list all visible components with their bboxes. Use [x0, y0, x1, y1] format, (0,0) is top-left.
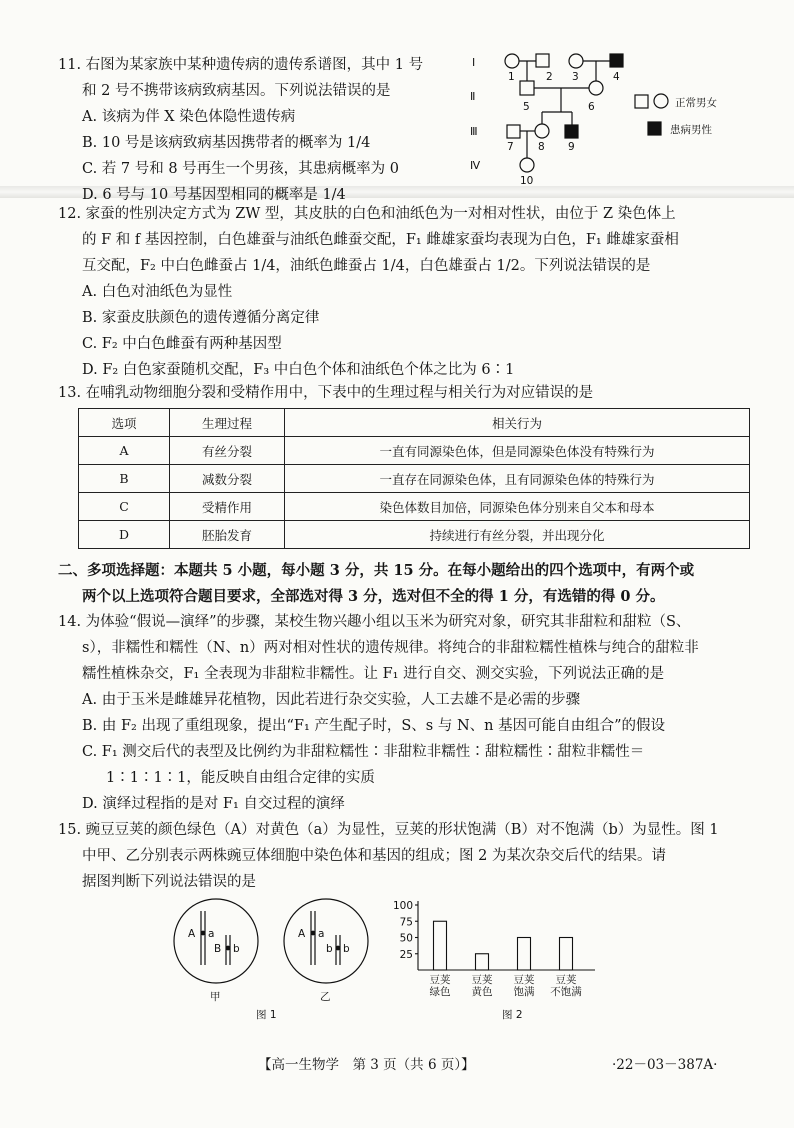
- generation-label: Ⅱ: [470, 90, 476, 103]
- q14-option-c: C. F₁ 测交后代的表型及比例约为非甜粒糯性∶非甜粒非糯性∶甜粒糯性∶甜粒非糯性＝: [82, 744, 645, 760]
- bar: [518, 938, 531, 971]
- pedigree-chart: [470, 48, 740, 193]
- table-cell: 有丝分裂: [170, 437, 285, 465]
- x-category-label: 豆荚: [513, 974, 535, 986]
- section-2-line: 二、多项选择题：本题共 5 小题，每小题 3 分，共 15 分。在每小题给出的四个选项中，有两个或: [58, 562, 695, 579]
- q11-option-a: A. 该病为伴 X 染色体隐性遗传病: [82, 109, 296, 125]
- gene-label: A: [188, 928, 196, 940]
- legend-male-normal-icon: [635, 95, 648, 108]
- generation-label: Ⅳ: [470, 159, 481, 172]
- table-cell: D: [79, 521, 170, 549]
- table-cell: 减数分裂: [170, 465, 285, 493]
- table-cell: 受精作用: [170, 493, 285, 521]
- table-row: [79, 465, 750, 493]
- table-header: 选项: [79, 409, 170, 437]
- x-category-label: 黄色: [471, 986, 493, 998]
- q12-option-b: B. 家蚕皮肤颜色的遗传遵循分离定律: [82, 310, 320, 326]
- q14-stem-line: 14. 为体验“假说—演绎”的步骤，某校生物兴趣小组以玉米为研究对象，研究其非甜粒和甜粒（S、: [58, 614, 691, 630]
- legend-female-normal-icon: [654, 94, 668, 108]
- table-header: 相关行为: [285, 409, 750, 437]
- table-cell: 胚胎发育: [170, 521, 285, 549]
- individual-number: 5: [523, 101, 530, 113]
- y-tick-label: 25: [399, 948, 413, 961]
- male-normal-symbol: [536, 54, 549, 67]
- table-header: 生理过程: [170, 409, 285, 437]
- q15-stem-line: 中甲、乙分别表示两株豌豆体细胞中染色体和基因的组成；图 2 为某次杂交后代的结果。请: [82, 848, 666, 864]
- section-2-instructions: [58, 558, 758, 610]
- generation-label: I: [472, 56, 476, 69]
- table-cell: C: [79, 493, 170, 521]
- q11-option-d: D. 6 号与 10 号基因型相同的概率是 1/4: [82, 187, 346, 203]
- female-normal-symbol: [505, 54, 519, 68]
- female-normal-symbol: [535, 124, 549, 138]
- individual-number: 6: [588, 101, 595, 113]
- figure-2-caption: 图 2: [502, 1009, 523, 1021]
- table-row: [79, 493, 750, 521]
- female-normal-symbol: [520, 158, 534, 172]
- q11-stem-line: 和 2 号不携带该病致病基因。下列说法错误的是: [82, 83, 391, 99]
- bar: [476, 954, 489, 970]
- individual-number: 2: [546, 71, 553, 83]
- gene-label: A: [298, 928, 306, 940]
- x-category-label: 饱满: [513, 986, 535, 998]
- table-header-row: [79, 409, 750, 437]
- q15-stem-line: 据图判断下列说法错误的是: [82, 874, 256, 890]
- question-14: [58, 609, 758, 817]
- gene-label: b: [343, 943, 350, 955]
- gene-label: b: [326, 943, 333, 955]
- cell-jia-label: 甲: [210, 991, 221, 1003]
- q14-option-c-cont: 1∶1∶1∶1，能反映自由组合定律的实质: [106, 770, 375, 786]
- figure-2-bar-chart: [390, 893, 600, 1028]
- footer-page-title: 【高一生物学 第 3 页（共 6 页）】: [258, 1057, 475, 1073]
- question-11: [58, 52, 478, 208]
- table-cell: 一直存在同源染色体，且有同源染色体的特殊行为: [285, 465, 750, 493]
- section-2-line: 两个以上选项符合题目要求，全部选对得 3 分，选对但不全的得 1 分，有选错的得 0 分。: [82, 588, 665, 605]
- q11-option-c: C. 若 7 号和 8 号再生一个男孩，其患病概率为 0: [82, 161, 400, 177]
- individual-number: 8: [538, 141, 545, 153]
- individual-number: 4: [613, 71, 620, 83]
- x-category-label: 不饱满: [550, 986, 582, 998]
- generation-label: Ⅲ: [470, 125, 478, 138]
- bar: [560, 938, 573, 971]
- individual-number: 9: [568, 141, 575, 153]
- q12-option-c: C. F₂ 中白色雌蚕有两种基因型: [82, 336, 282, 352]
- female-normal-symbol: [569, 54, 583, 68]
- q11-option-b: B. 10 号是该病致病基因携带者的概率为 1/4: [82, 135, 371, 151]
- cell-jia-outline: [174, 899, 258, 983]
- x-category-label: 豆荚: [471, 974, 493, 986]
- q12-option-d: D. F₂ 白色家蚕随机交配，F₃ 中白色个体和油纸色个体之比为 6∶1: [82, 362, 515, 378]
- legend-normal-label: 正常男女: [675, 97, 717, 109]
- q11-stem-line: 11. 右图为某家族中某种遗传病的遗传系谱图，其中 1 号: [58, 57, 424, 73]
- bar: [434, 921, 447, 970]
- footer-code: ·22－03－387A·: [612, 1057, 718, 1073]
- gene-label: a: [208, 928, 215, 940]
- table-cell: B: [79, 465, 170, 493]
- question-13: [58, 380, 593, 406]
- q13-table: [78, 408, 750, 549]
- y-tick-label: 75: [399, 916, 413, 929]
- x-category-label: 豆荚: [555, 974, 577, 986]
- male-affected-symbol: [610, 54, 623, 67]
- q13-stem-line: 13. 在哺乳动物细胞分裂和受精作用中，下表中的生理过程与相关行为对应错误的是: [58, 385, 594, 401]
- legend-affected-label: 患病男性: [670, 124, 712, 136]
- y-tick-label: 100: [392, 900, 413, 912]
- q14-stem-line: 糯性植株杂交，F₁ 全表现为非甜粒非糯性。让 F₁ 进行自交、测交实验，下列说法正确的是: [82, 666, 665, 682]
- individual-number: 10: [520, 175, 534, 187]
- q12-stem-line: 互交配，F₂ 中白色雌蚕占 1/4，油纸色雌蚕占 1/4，白色雄蚕占 1/2。下列说法错误的是: [82, 258, 651, 274]
- gene-label: B: [214, 943, 222, 955]
- q12-stem-line: 的 F 和 f 基因控制，白色雄蚕与油纸色雌蚕交配，F₁ 雌雄家蚕均表现为白色，F₁ 雌雄家蚕相: [82, 232, 679, 248]
- figure-1-cells: [168, 893, 378, 1028]
- table-cell: 持续进行有丝分裂，并出现分化: [285, 521, 750, 549]
- individual-number: 1: [508, 71, 515, 83]
- q12-stem-line: 12. 家蚕的性别决定方式为 ZW 型，其皮肤的白色和油纸色为一对相对性状，由位于 Z 染色体上: [58, 206, 676, 222]
- male-normal-symbol: [507, 125, 520, 138]
- question-15: [58, 817, 758, 895]
- table-row: [79, 437, 750, 465]
- q12-option-a: A. 白色对油纸色为显性: [82, 284, 233, 300]
- table-cell: 染色体数目加倍，同源染色体分别来自父本和母本: [285, 493, 750, 521]
- table-cell: A: [79, 437, 170, 465]
- female-normal-symbol: [589, 81, 603, 95]
- q15-stem-line: 15. 豌豆豆荚的颜色绿色（A）对黄色（a）为显性，豆荚的形状饱满（B）对不饱满（b）为显性。图 1: [58, 822, 719, 838]
- individual-number: 3: [572, 71, 579, 83]
- gene-label: a: [318, 928, 325, 940]
- q14-stem-line: s），非糯性和糯性（N、n）两对相对性状的遗传规律。将纯合的非甜粒糯性植株与纯合的甜粒非: [82, 640, 699, 656]
- table-row: [79, 521, 750, 549]
- male-affected-symbol: [565, 125, 578, 138]
- x-category-label: 绿色: [429, 986, 451, 998]
- cell-yi-outline: [284, 899, 368, 983]
- q14-option-b: B. 由 F₂ 出现了重组现象，提出“F₁ 产生配子时，S、s 与 N、n 基因可能自由组合”的假设: [82, 718, 665, 734]
- legend-male-affected-icon: [648, 122, 661, 135]
- y-tick-label: 50: [399, 932, 413, 945]
- cell-yi-label: 乙: [320, 991, 331, 1003]
- q14-option-d: D. 演绎过程指的是对 F₁ 自交过程的演绎: [82, 796, 345, 812]
- q14-option-a: A. 由于玉米是雌雄异花植物，因此若进行杂交实验，人工去雄不是必需的步骤: [82, 692, 581, 708]
- male-normal-symbol: [520, 81, 534, 95]
- individual-number: 7: [507, 141, 514, 153]
- question-12: [58, 201, 758, 383]
- x-category-label: 豆荚: [429, 974, 451, 986]
- figure-1-caption: 图 1: [256, 1009, 277, 1021]
- table-cell: 一直有同源染色体，但是同源染色体没有特殊行为: [285, 437, 750, 465]
- gene-label: b: [233, 943, 240, 955]
